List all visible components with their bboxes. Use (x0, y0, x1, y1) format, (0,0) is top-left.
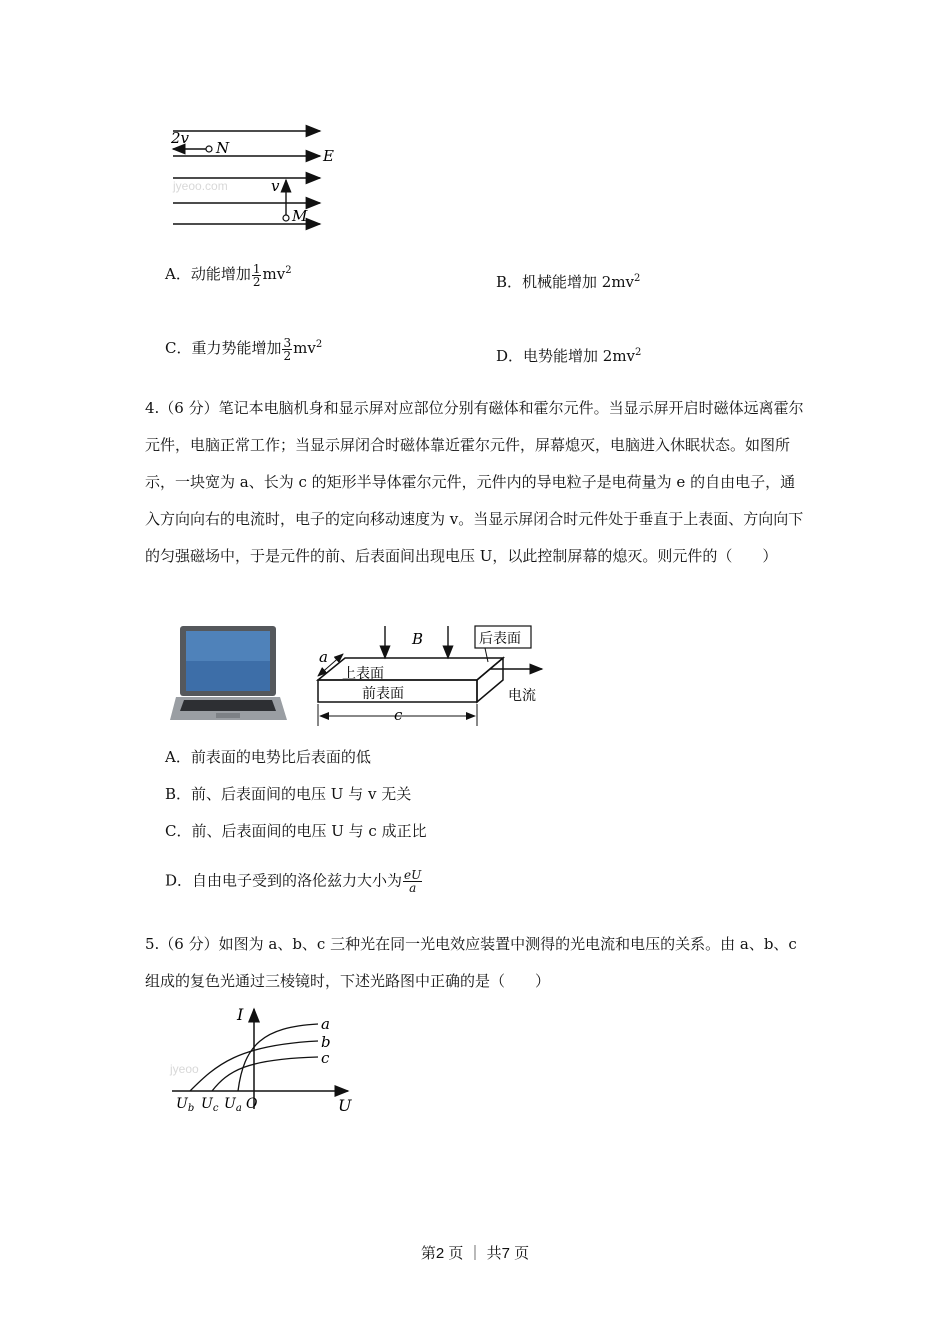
q5-stem: 5.（6 分）如图为 a、b、c 三种光在同一光电效应装置中测得的光电流和电压的关系。由 a、b、c 组成的复色光通过三棱镜时，下述光路图中正确的是（ ） (145, 935, 797, 990)
q3-option-D: D．电势能增加 $2mv^2$ (496, 347, 642, 365)
label-Ub: $U_b$ (176, 1096, 195, 1114)
q4-option-C: C．前、后表面间的电压 U 与 c 成正比 (165, 822, 427, 840)
q4-option-A: A．前表面的电势比后表面的低 (165, 748, 371, 766)
label-top-surface: 上表面 (342, 666, 384, 682)
label-B: B (412, 630, 424, 648)
fraction-one-half: $\frac{1}{2}$ (252, 261, 261, 289)
label-O: O (246, 1096, 258, 1112)
label-back-surface: 后表面 (479, 631, 521, 647)
fraction-three-halves: $\frac{3}{2}$ (283, 335, 292, 363)
label-a-curve: a (321, 1015, 330, 1033)
hall-element-figure (310, 622, 550, 730)
q4-stem: 4.（6 分）笔记本电脑机身和显示屏对应部位分别有磁体和霍尔元件。当显示屏开启时磁体远离霍尔元件，电脑正常工作；当显示屏闭合时磁体靠近霍尔元件，屏幕熄灭，电脑进入休眠状态。如图所示，一块宽为 a、长为 c 的矩形半导体霍尔元件，元件内的导电粒子是电荷量为 e 的自由电子，通入方向向右的电流时，电子的定向移动速度为 v。当显示屏闭合时元件处于垂直于上表面、方向向下的匀强磁场中，于是元件的前、后表面间出现电压 U，以此控制屏幕的熄灭。则元件的（ ） (145, 399, 804, 565)
q3-option-A: A．动能增加 $\frac{1}{2}$ $mv^2$ (165, 261, 292, 289)
watermark: jyeoo.com (173, 179, 228, 193)
label-front-surface: 前表面 (362, 686, 404, 702)
label-Uc: $U_c$ (201, 1096, 219, 1114)
watermark: jyeoo (170, 1062, 199, 1076)
page-footer: 第2 页 ｜ 共7 页 (420, 1245, 530, 1262)
q3-option-C: C．重力势能增加 $\frac{3}{2}$ $mv^2$ (165, 335, 323, 363)
curve-c (212, 1057, 318, 1091)
q3-field-figure (165, 120, 345, 235)
fraction-eU-over-a: $\frac{eU}{a}$ (404, 868, 422, 895)
label-N: N (216, 139, 230, 157)
label-M: M (292, 207, 308, 225)
particle-M (283, 215, 289, 221)
q4-option-B: B．前、后表面间的电压 U 与 v 无关 (165, 785, 412, 803)
laptop-image (170, 625, 288, 725)
label-c-curve: c (321, 1049, 330, 1067)
q3-option-B: B．机械能增加 $2mv^2$ (496, 273, 641, 291)
label-v: v (271, 177, 280, 195)
label-U: U (338, 1096, 352, 1115)
label-Ua: $U_a$ (224, 1096, 242, 1114)
label-E: E (323, 147, 334, 165)
label-current: 电流 (508, 688, 536, 704)
label-2v: 2v (171, 129, 190, 147)
particle-N (206, 146, 212, 152)
q4-option-D: D．自由电子受到的洛伦兹力大小为 $\frac{eU}{a}$ (165, 868, 422, 895)
label-b-curve: b (321, 1033, 331, 1051)
photocurrent-graph (168, 1005, 358, 1117)
label-I: I (237, 1005, 244, 1024)
label-a: a (319, 648, 328, 666)
label-c: c (394, 706, 403, 724)
